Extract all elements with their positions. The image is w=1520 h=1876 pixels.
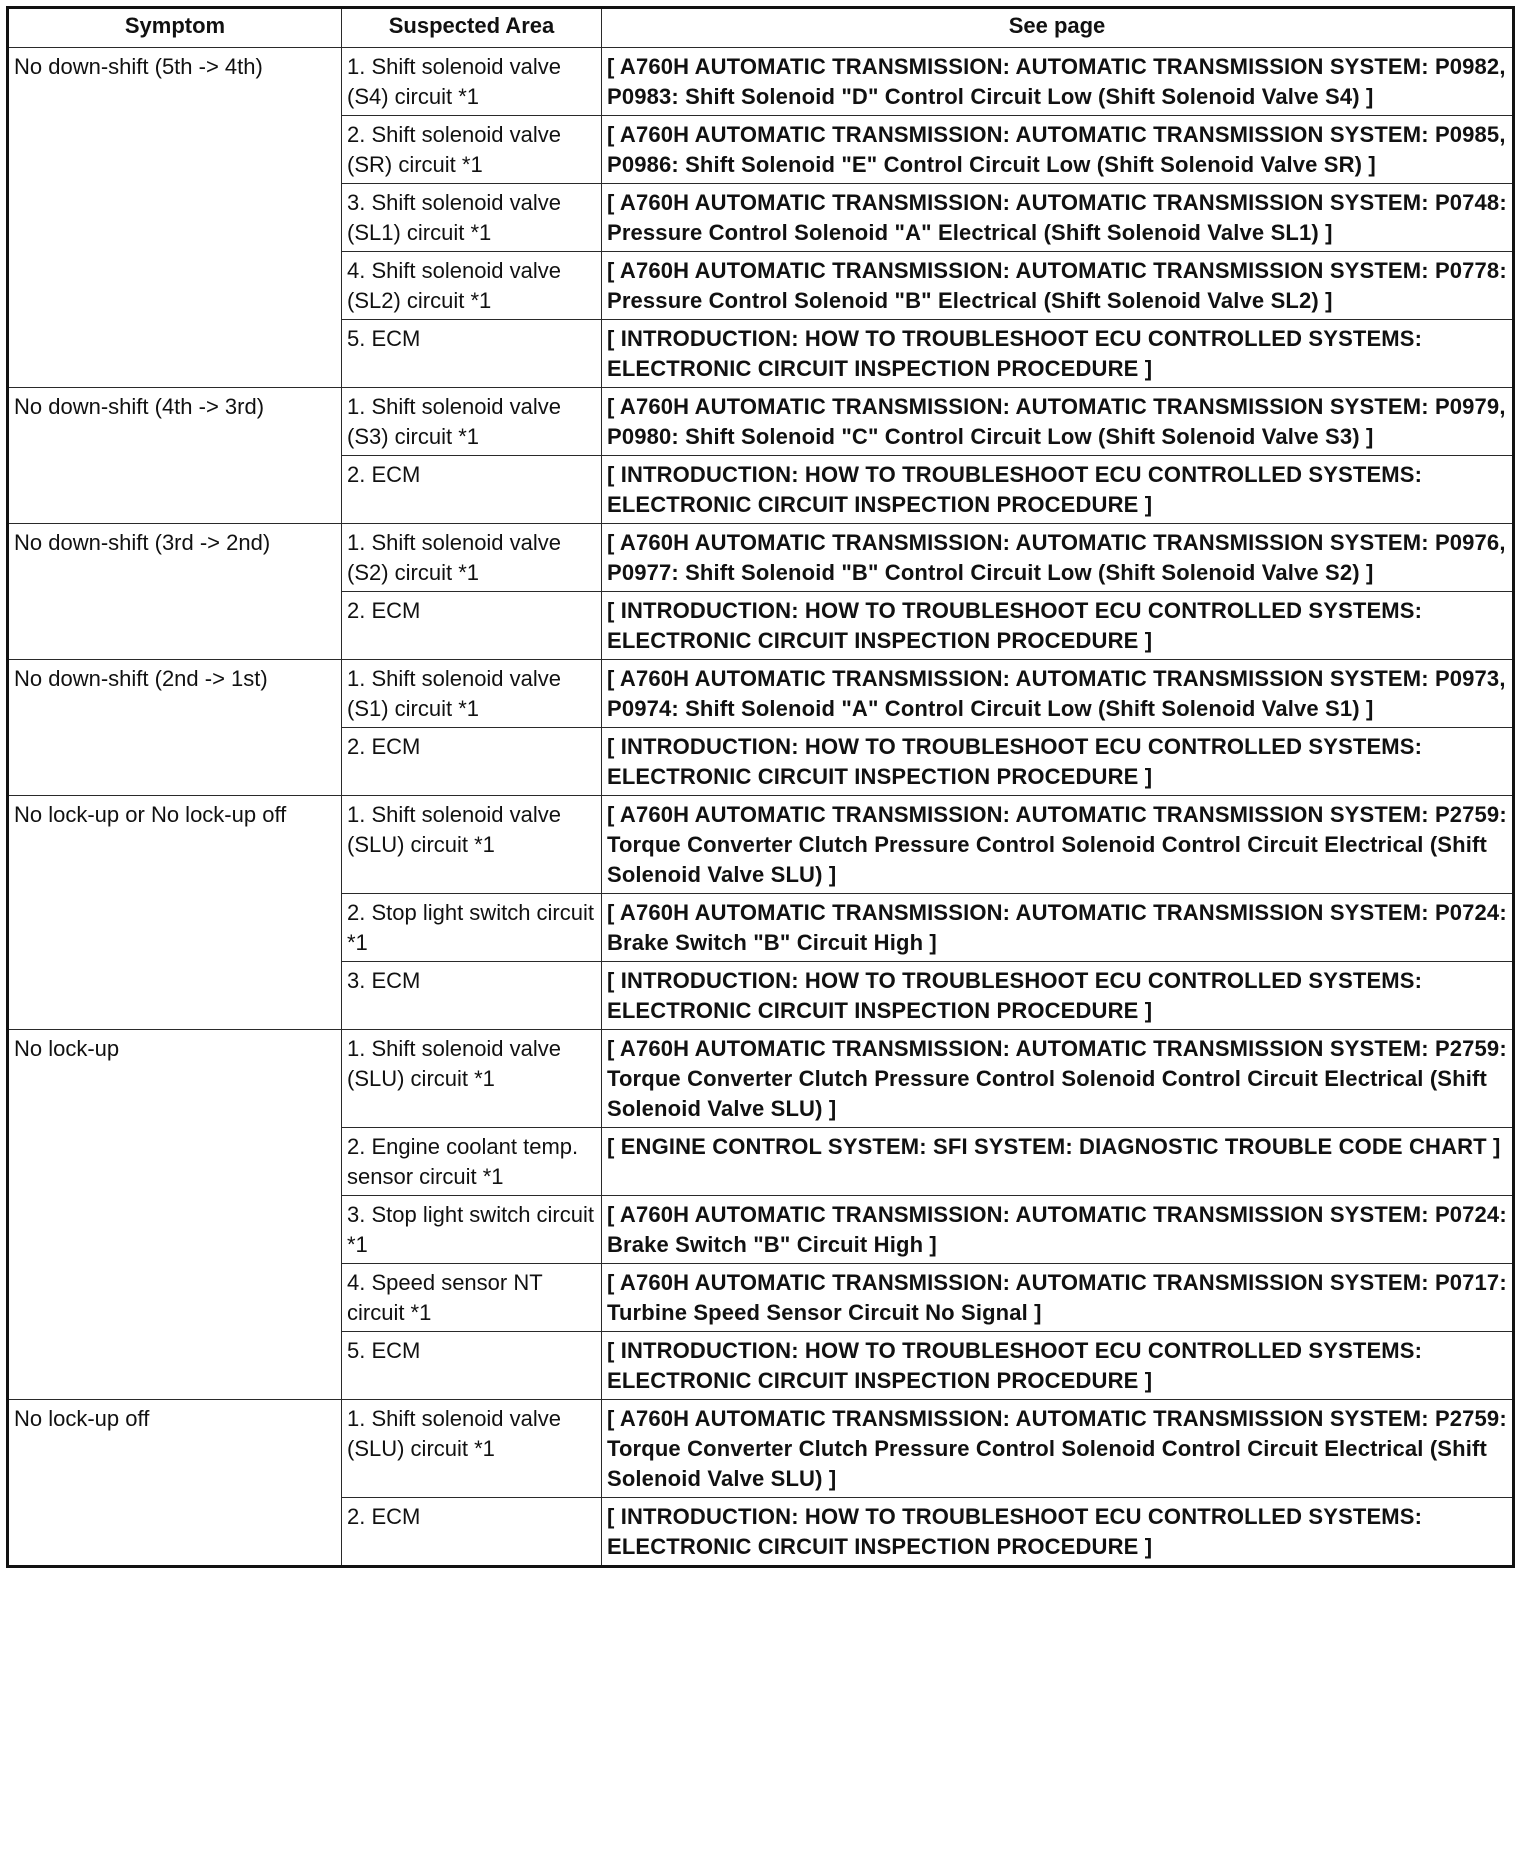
header-symptom: Symptom [8, 8, 342, 48]
see-page-link[interactable]: [ INTRODUCTION: HOW TO TROUBLESHOOT ECU CONTROLLED SYSTEMS: ELECTRONIC CIRCUIT INSPECTION PROCEDURE ] [602, 962, 1514, 1030]
suspected-area-cell: 2. ECM [342, 728, 602, 796]
suspected-area-cell: 3. Shift solenoid valve (SL1) circuit *1 [342, 184, 602, 252]
table-row [8, 388, 1514, 456]
suspected-area-cell: 2. ECM [342, 456, 602, 524]
see-page-link[interactable]: [ A760H AUTOMATIC TRANSMISSION: AUTOMATIC TRANSMISSION SYSTEM: P2759: Torque Converter Clutch Pressure Control Solenoid Control Circuit Electrical (Shift Solenoid Valve SLU) ] [602, 796, 1514, 894]
see-page-link[interactable]: [ INTRODUCTION: HOW TO TROUBLESHOOT ECU CONTROLLED SYSTEMS: ELECTRONIC CIRCUIT INSPECTION PROCEDURE ] [602, 1498, 1514, 1567]
see-page-link[interactable]: [ INTRODUCTION: HOW TO TROUBLESHOOT ECU CONTROLLED SYSTEMS: ELECTRONIC CIRCUIT INSPECTION PROCEDURE ] [602, 1332, 1514, 1400]
suspected-area-cell: 1. Shift solenoid valve (SLU) circuit *1 [342, 796, 602, 894]
see-page-link[interactable]: [ A760H AUTOMATIC TRANSMISSION: AUTOMATIC TRANSMISSION SYSTEM: P0979, P0980: Shift Solenoid "C" Control Circuit Low (Shift Solenoid Valve S3) ] [602, 388, 1514, 456]
see-page-link[interactable]: [ A760H AUTOMATIC TRANSMISSION: AUTOMATIC TRANSMISSION SYSTEM: P0973, P0974: Shift Solenoid "A" Control Circuit Low (Shift Solenoid Valve S1) ] [602, 660, 1514, 728]
symptom-cell: No lock-up [8, 1030, 342, 1400]
see-page-link[interactable]: [ INTRODUCTION: HOW TO TROUBLESHOOT ECU CONTROLLED SYSTEMS: ELECTRONIC CIRCUIT INSPECTION PROCEDURE ] [602, 456, 1514, 524]
see-page-link[interactable]: [ INTRODUCTION: HOW TO TROUBLESHOOT ECU CONTROLLED SYSTEMS: ELECTRONIC CIRCUIT INSPECTION PROCEDURE ] [602, 592, 1514, 660]
see-page-link[interactable]: [ A760H AUTOMATIC TRANSMISSION: AUTOMATIC TRANSMISSION SYSTEM: P0778: Pressure Control Solenoid "B" Electrical (Shift Solenoid Valve SL2) ] [602, 252, 1514, 320]
see-page-link[interactable]: [ A760H AUTOMATIC TRANSMISSION: AUTOMATIC TRANSMISSION SYSTEM: P2759: Torque Converter Clutch Pressure Control Solenoid Control Circuit Electrical (Shift Solenoid Valve SLU) ] [602, 1400, 1514, 1498]
table-row [8, 796, 1514, 894]
table-row [8, 48, 1514, 116]
see-page-link[interactable]: [ ENGINE CONTROL SYSTEM: SFI SYSTEM: DIAGNOSTIC TROUBLE CODE CHART ] [602, 1128, 1514, 1196]
see-page-link[interactable]: [ A760H AUTOMATIC TRANSMISSION: AUTOMATIC TRANSMISSION SYSTEM: P0976, P0977: Shift Solenoid "B" Control Circuit Low (Shift Solenoid Valve S2) ] [602, 524, 1514, 592]
suspected-area-cell: 2. Shift solenoid valve (SR) circuit *1 [342, 116, 602, 184]
symptom-cell: No down-shift (2nd -> 1st) [8, 660, 342, 796]
symptom-cell: No lock-up or No lock-up off [8, 796, 342, 1030]
suspected-area-cell: 4. Speed sensor NT circuit *1 [342, 1264, 602, 1332]
table-row [8, 1400, 1514, 1498]
suspected-area-cell: 2. Stop light switch circuit *1 [342, 894, 602, 962]
see-page-link[interactable]: [ INTRODUCTION: HOW TO TROUBLESHOOT ECU CONTROLLED SYSTEMS: ELECTRONIC CIRCUIT INSPECTION PROCEDURE ] [602, 320, 1514, 388]
see-page-link[interactable]: [ A760H AUTOMATIC TRANSMISSION: AUTOMATIC TRANSMISSION SYSTEM: P2759: Torque Converter Clutch Pressure Control Solenoid Control Circuit Electrical (Shift Solenoid Valve SLU) ] [602, 1030, 1514, 1128]
diagnosis-table [6, 6, 1515, 1568]
symptom-cell: No down-shift (3rd -> 2nd) [8, 524, 342, 660]
suspected-area-cell: 3. Stop light switch circuit *1 [342, 1196, 602, 1264]
see-page-link[interactable]: [ A760H AUTOMATIC TRANSMISSION: AUTOMATIC TRANSMISSION SYSTEM: P0982, P0983: Shift Solenoid "D" Control Circuit Low (Shift Solenoid Valve S4) ] [602, 48, 1514, 116]
suspected-area-cell: 5. ECM [342, 320, 602, 388]
symptom-cell: No down-shift (4th -> 3rd) [8, 388, 342, 524]
suspected-area-cell: 1. Shift solenoid valve (S2) circuit *1 [342, 524, 602, 592]
see-page-link[interactable]: [ A760H AUTOMATIC TRANSMISSION: AUTOMATIC TRANSMISSION SYSTEM: P0748: Pressure Control Solenoid "A" Electrical (Shift Solenoid Valve SL1) ] [602, 184, 1514, 252]
table-row [8, 1030, 1514, 1128]
see-page-link[interactable]: [ A760H AUTOMATIC TRANSMISSION: AUTOMATIC TRANSMISSION SYSTEM: P0724: Brake Switch "B" Circuit High ] [602, 1196, 1514, 1264]
suspected-area-cell: 2. ECM [342, 1498, 602, 1567]
suspected-area-cell: 1. Shift solenoid valve (S1) circuit *1 [342, 660, 602, 728]
suspected-area-cell: 2. ECM [342, 592, 602, 660]
header-row [8, 8, 1514, 48]
suspected-area-cell: 4. Shift solenoid valve (SL2) circuit *1 [342, 252, 602, 320]
suspected-area-cell: 1. Shift solenoid valve (S3) circuit *1 [342, 388, 602, 456]
suspected-area-cell: 5. ECM [342, 1332, 602, 1400]
suspected-area-cell: 1. Shift solenoid valve (S4) circuit *1 [342, 48, 602, 116]
see-page-link[interactable]: [ A760H AUTOMATIC TRANSMISSION: AUTOMATIC TRANSMISSION SYSTEM: P0717: Turbine Speed Sensor Circuit No Signal ] [602, 1264, 1514, 1332]
see-page-link[interactable]: [ INTRODUCTION: HOW TO TROUBLESHOOT ECU CONTROLLED SYSTEMS: ELECTRONIC CIRCUIT INSPECTION PROCEDURE ] [602, 728, 1514, 796]
table-row [8, 660, 1514, 728]
header-see-page: See page [602, 8, 1514, 48]
suspected-area-cell: 1. Shift solenoid valve (SLU) circuit *1 [342, 1030, 602, 1128]
table-row [8, 524, 1514, 592]
suspected-area-cell: 2. Engine coolant temp. sensor circuit *1 [342, 1128, 602, 1196]
see-page-link[interactable]: [ A760H AUTOMATIC TRANSMISSION: AUTOMATIC TRANSMISSION SYSTEM: P0724: Brake Switch "B" Circuit High ] [602, 894, 1514, 962]
header-suspected-area: Suspected Area [342, 8, 602, 48]
suspected-area-cell: 1. Shift solenoid valve (SLU) circuit *1 [342, 1400, 602, 1498]
suspected-area-cell: 3. ECM [342, 962, 602, 1030]
symptom-cell: No down-shift (5th -> 4th) [8, 48, 342, 388]
see-page-link[interactable]: [ A760H AUTOMATIC TRANSMISSION: AUTOMATIC TRANSMISSION SYSTEM: P0985, P0986: Shift Solenoid "E" Control Circuit Low (Shift Solenoid Valve SR) ] [602, 116, 1514, 184]
symptom-cell: No lock-up off [8, 1400, 342, 1567]
